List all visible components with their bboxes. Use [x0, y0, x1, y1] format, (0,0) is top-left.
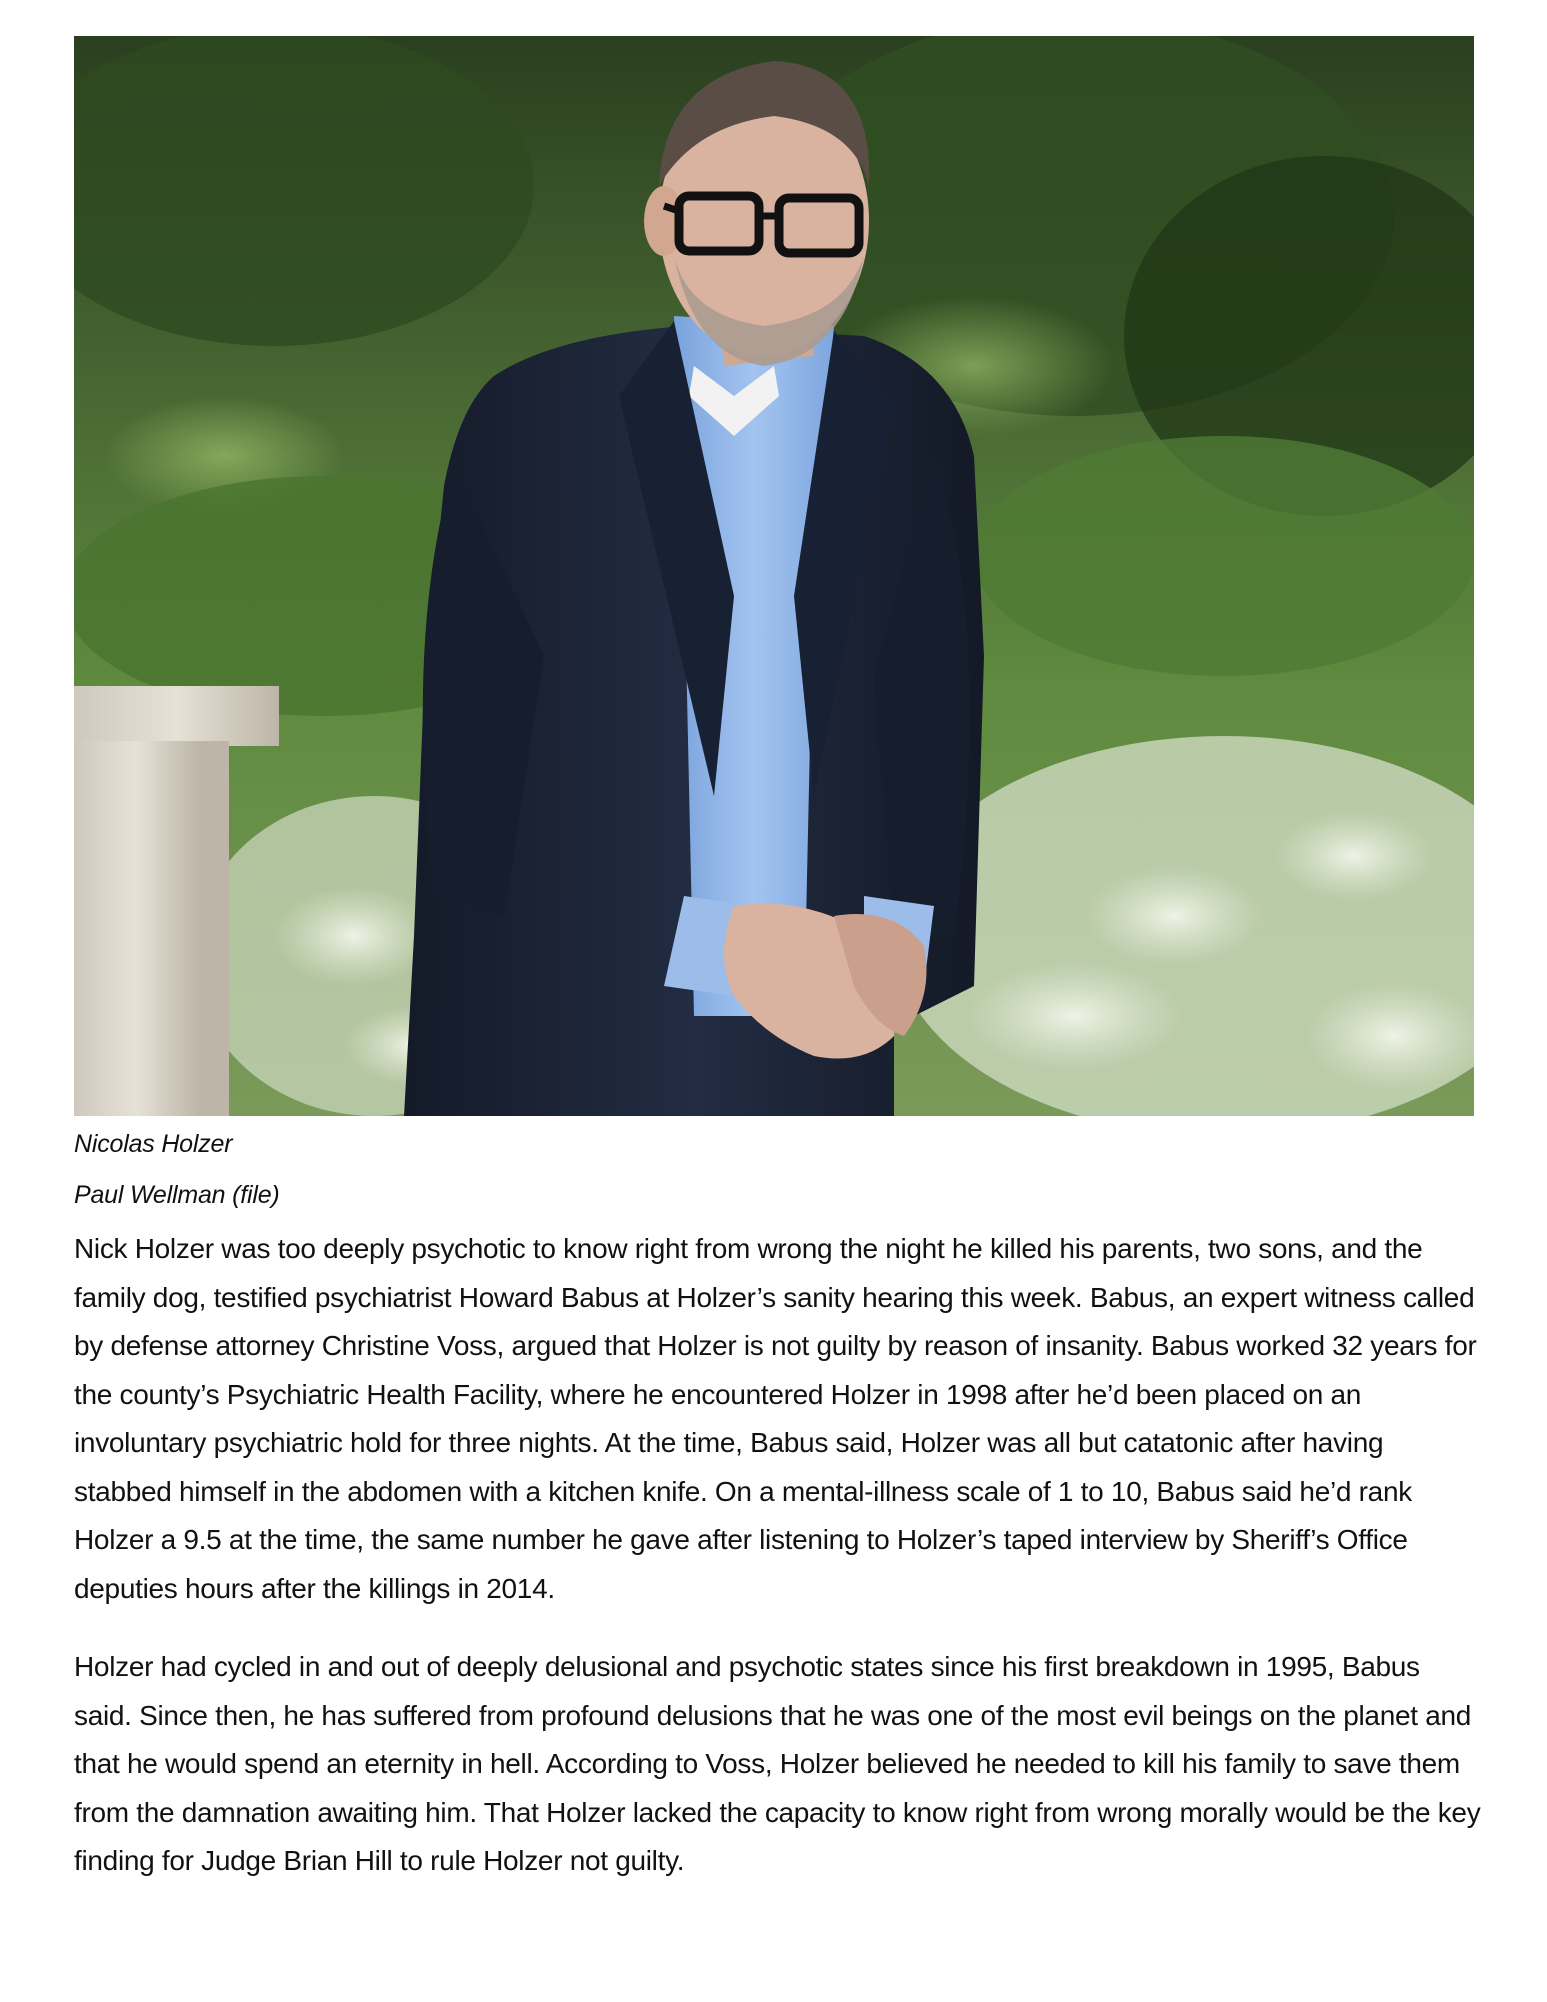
article-body [74, 1225, 1484, 1916]
article-paragraph: Nick Holzer was too deeply psychotic to know right from wrong the night he killed his parents, two sons, and the family dog, testified psychiatrist Howard Babus at Holzer’s sanity hearing this week. Babus, an expert witness called by defense attorney Christine Voss, argued that Holzer is not guilty by reason of insanity. Babus worked 32 years for the county’s Psychiatric Health Facility, where he encountered Holzer in 1998 after he’d been placed on an involuntary psychiatric hold for three nights. At the time, Babus said, Holzer was all but catatonic after having stabbed himself in the abdomen with a kitchen knife. On a mental-illness scale of 1 to 10, Babus said he’d rank Holzer a 9.5 at the time, the same number he gave after listening to Holzer’s taped interview by Sheriff’s Office deputies hours after the killings in 2014. [74, 1233, 1477, 1604]
person-photo-icon [74, 36, 1474, 1116]
article-photo [74, 36, 1474, 1116]
photo-caption: Nicolas Holzer [74, 1130, 233, 1158]
article-paragraph: Holzer had cycled in and out of deeply delusional and psychotic states since his first breakdown in 1995, Babus said. Since then, he has suffered from profound delusions that he was one of the most evil beings on the planet and that he would spend an eternity in hell. According to Voss, Holzer believed he needed to kill his family to save them from the damnation awaiting him. That Holzer lacked the capacity to know right from wrong morally would be the key finding for Judge Brian Hill to rule Holzer not guilty. [74, 1651, 1481, 1876]
photo-credit: Paul Wellman (file) [74, 1181, 280, 1209]
